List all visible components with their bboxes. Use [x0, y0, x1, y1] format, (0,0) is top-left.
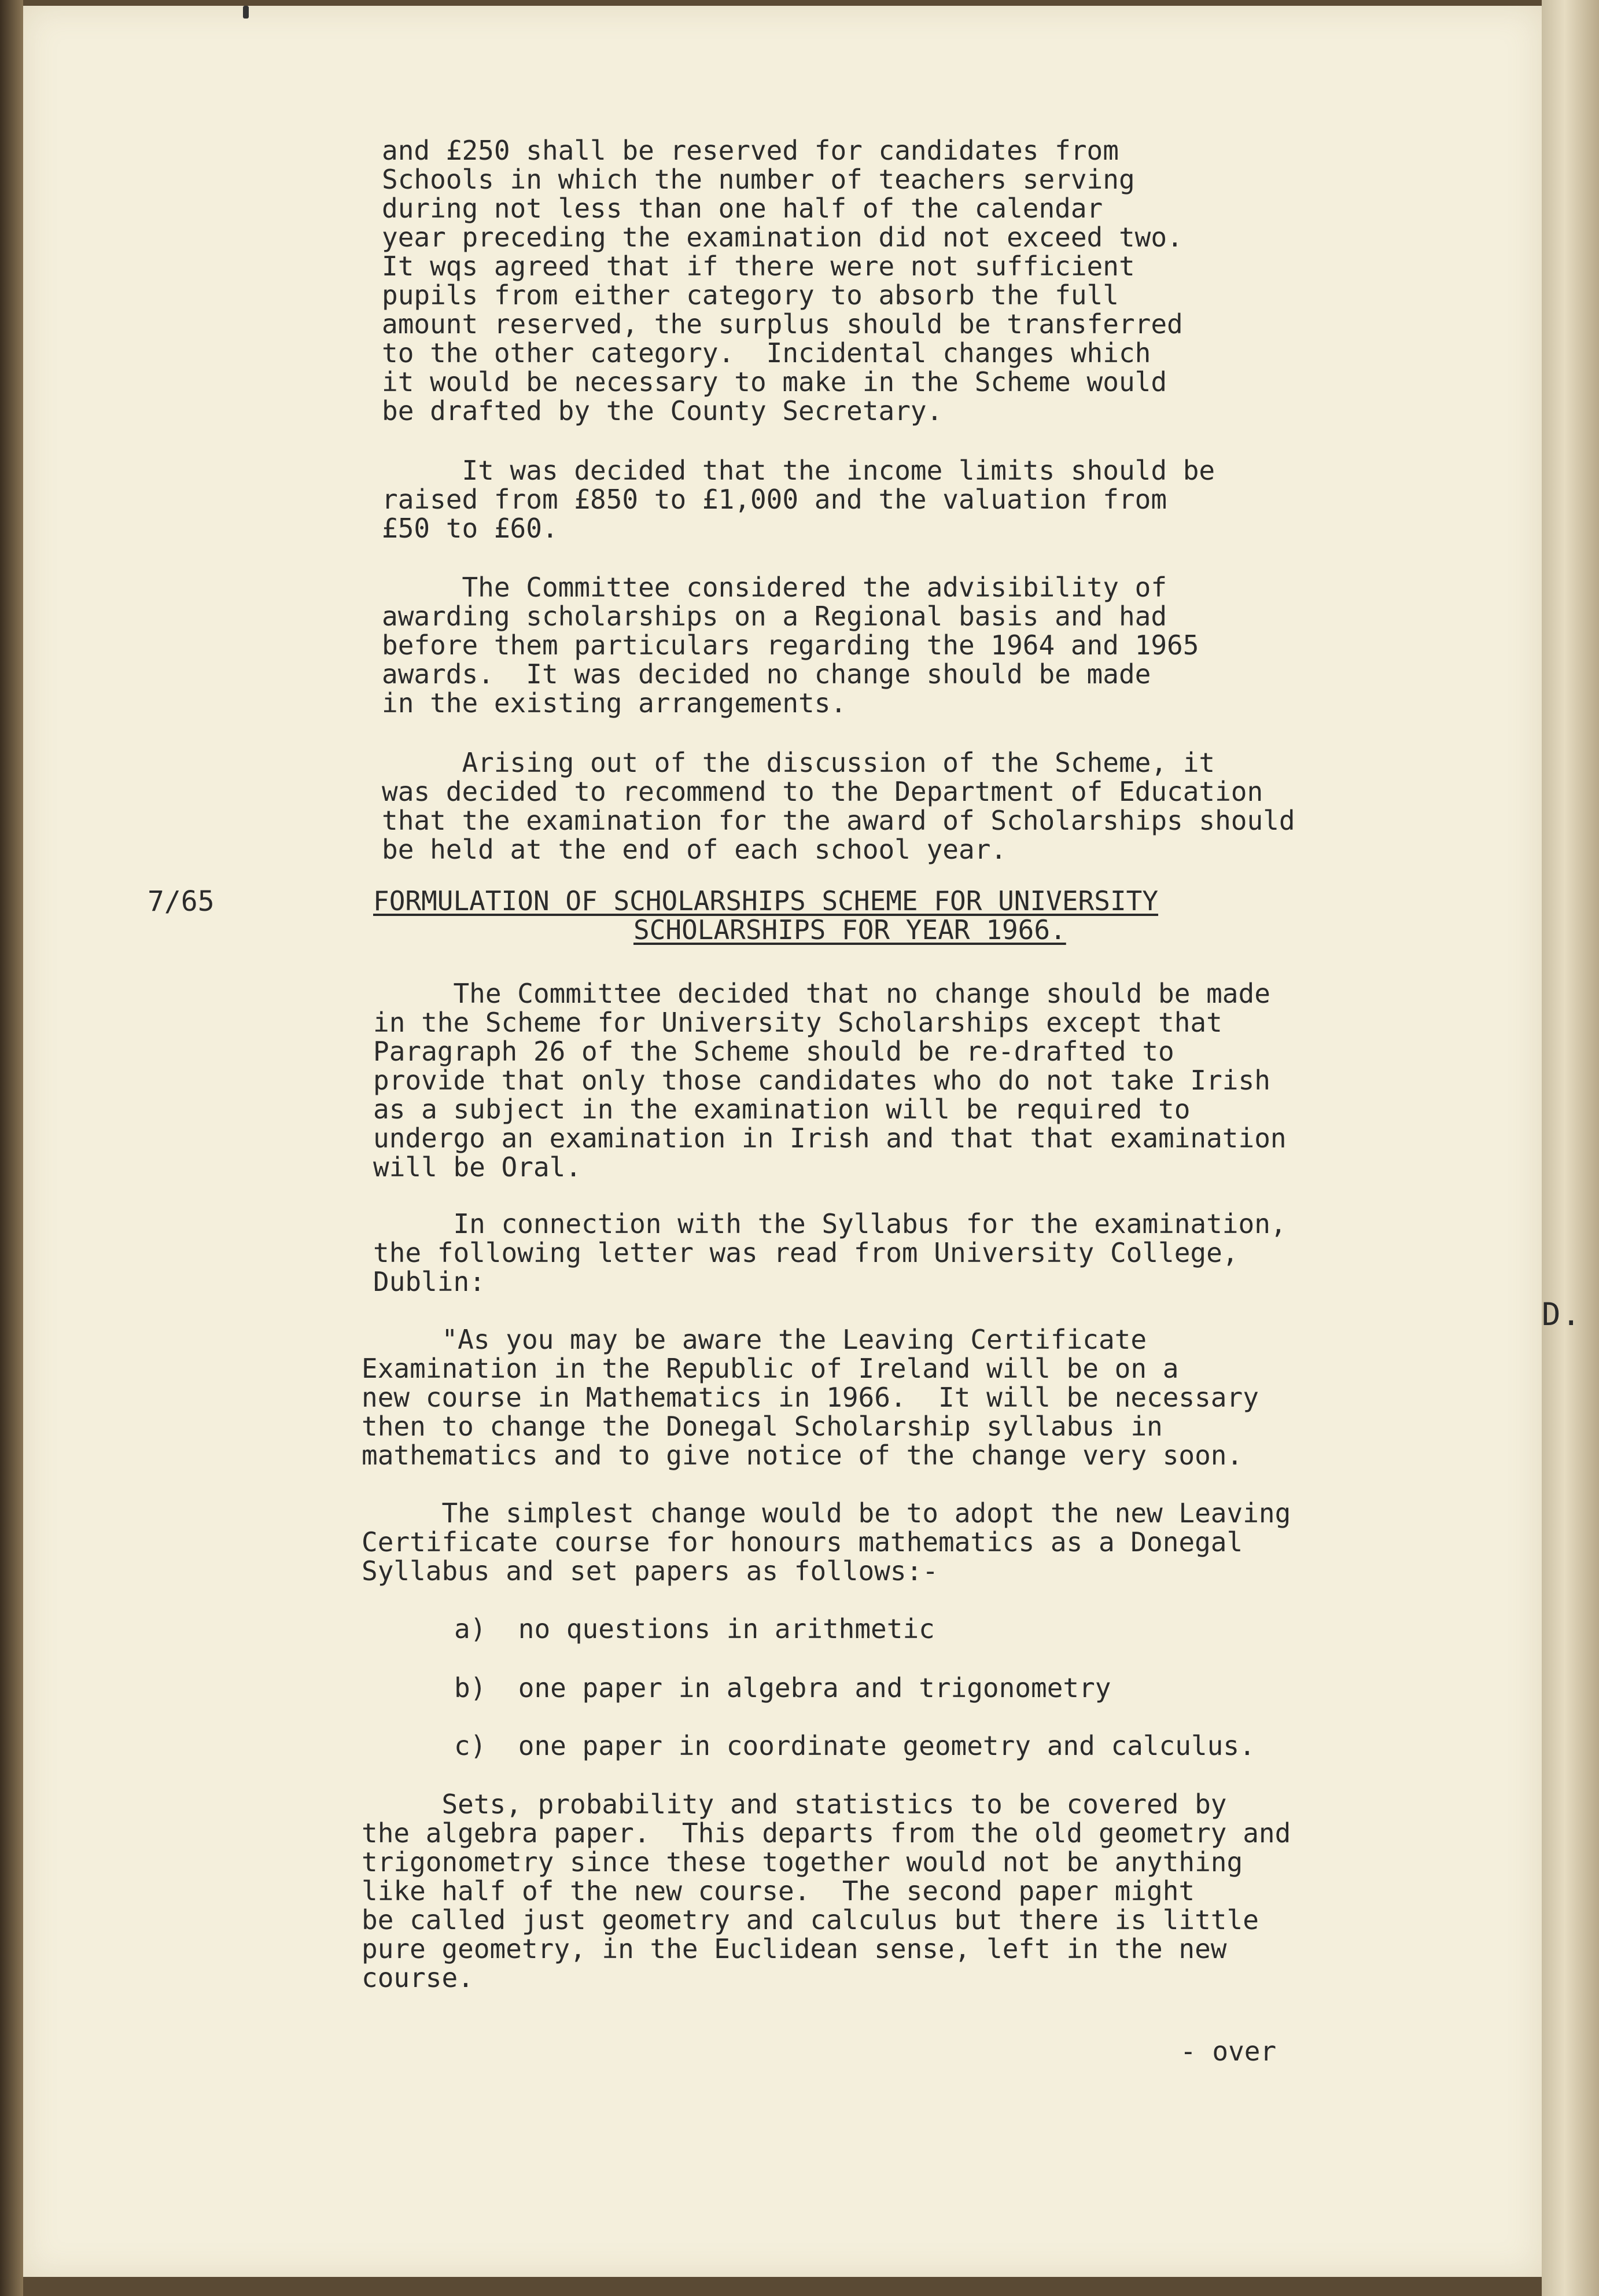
minute-heading-line1 — [373, 886, 1158, 915]
paragraph-text: In connection with the Syllabus for the examination, the following letter was read from University College, Dublin: — [373, 1208, 1287, 1297]
paragraph-syllabus-letter-intro — [373, 1209, 1287, 1296]
underlying-page-edge — [1542, 0, 1599, 2296]
list-item-c — [454, 1730, 1255, 1761]
paragraph-income-limits — [382, 456, 1215, 543]
minute-heading-line2 — [633, 915, 1066, 944]
paragraph-text: The Committee considered the advisibility of awarding scholarships on a Regional basis and had before them particulars regarding the 1964 and 1965 awards. It was decided no change should be made in the existing arrangements. — [382, 572, 1199, 719]
list-label: c) — [454, 1730, 487, 1761]
heading-text: SCHOLARSHIPS FOR YEAR 1966. — [633, 914, 1066, 945]
edge-mark: D. — [1542, 1296, 1582, 1333]
list-item-a — [454, 1613, 935, 1644]
list-label: b) — [454, 1672, 487, 1703]
paragraph-examination-timing — [382, 748, 1295, 864]
heading-text: FORMULATION OF SCHOLARSHIPS SCHEME FOR UNIVERSITY — [373, 885, 1159, 917]
list-text: one paper in algebra and trigonometry — [518, 1672, 1111, 1703]
paragraph-text: "As you may be aware the Leaving Certificate Examination in the Republic of Ireland will be on a new course in Mathematics in 1966. It will be necessary then to change the Donegal Scholarship syllabus in mathematics and to give notice of the change very soon. — [362, 1324, 1259, 1471]
paragraph-regional-basis — [382, 573, 1199, 718]
minute-number: 7/65 — [148, 885, 215, 918]
list-item-b — [454, 1672, 1111, 1703]
ink-mark — [243, 6, 249, 19]
document-page — [23, 6, 1542, 2277]
continuation-note: - over — [1180, 2036, 1277, 2067]
paragraph-text: It was decided that the income limits should be raised from £850 to £1,000 and the valuation from £50 to £60. — [382, 455, 1215, 544]
paragraph-text: Arising out of the discussion of the Scheme, it was decided to recommend to the Department of Education that the examination for the award of Scholarships should be held at the end of each school year. — [382, 747, 1295, 865]
list-text: one paper in coordinate geometry and calculus. — [518, 1730, 1255, 1761]
page-binding — [0, 0, 23, 2296]
paragraph-sets-probability — [362, 1790, 1291, 1992]
paragraph-reserved-amount — [382, 136, 1183, 425]
paragraph-simplest-change — [362, 1499, 1291, 1585]
paragraph-university-scheme — [373, 979, 1287, 1182]
list-text: no questions in arithmetic — [518, 1613, 935, 1644]
paragraph-text: The Committee decided that no change should be made in the Scheme for University Scholarships except that Paragraph 26 of the Scheme should be re-drafted to provide that only those candidates who do not take Irish as a subject in the examination will be required to undergo an examination in Irish and that that examination will be Oral. — [373, 978, 1287, 1183]
paragraph-text: and £250 shall be reserved for candidates from Schools in which the number of teachers serving during not less than one half of the calendar year preceding the examination did not exceed two. It wqs agreed that if there were not sufficient pupils from either category to absorb the full amount reserved, the surplus should be transferred to the other category. Incidental changes which it would be necessary to make in the Scheme would be drafted by the County Secretary. — [382, 135, 1183, 426]
paragraph-text: Sets, probability and statistics to be covered by the algebra paper. This departs from the old geometry and trigonometry since these together would not be anything like half of the new course. The second paper might be called just geometry and calculus but there is little pure geometry, in the Euclidean sense, left in the new course. — [362, 1789, 1291, 1993]
list-label: a) — [454, 1613, 487, 1644]
paragraph-text: The simplest change would be to adopt the new Leaving Certificate course for honours mathematics as a Donegal Syllabus and set papers as follows:- — [362, 1497, 1291, 1587]
paragraph-letter-quote — [362, 1325, 1259, 1470]
